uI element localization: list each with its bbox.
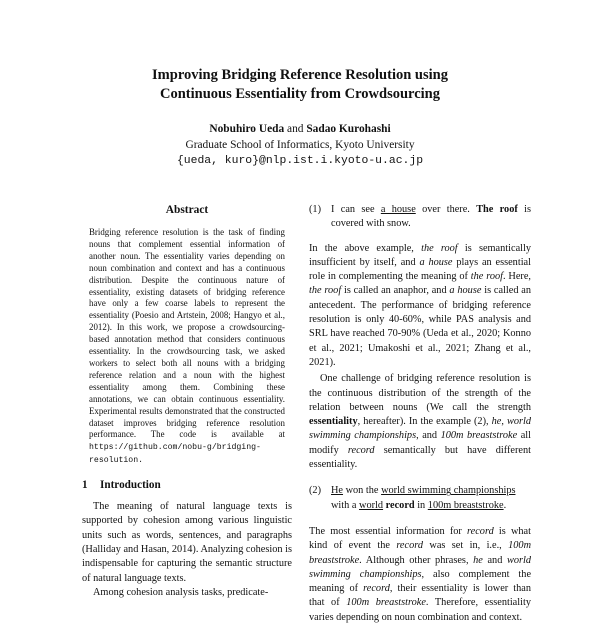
- abstract-heading: Abstract: [165, 204, 209, 216]
- author-and: and: [287, 123, 304, 135]
- example-1: [309, 203, 531, 232]
- section-heading-introduction: [82, 478, 292, 492]
- affiliation: Graduate School of Informatics, Kyoto University: [185, 139, 415, 151]
- example-2-line-2: with a world record in 100m breaststroke.: [331, 499, 507, 511]
- code-url[interactable]: https://github.com/nobu-g/bridging-resolution.: [89, 443, 261, 466]
- section-number: 1: [82, 479, 88, 492]
- intro-paragraph-1: The meaning of natural language texts is supported by cohesion among various linguistic units such as words, sentences, and paragraphs (Halliday and Hasan, 2014). Analyzing cohesion is indispensable for capturing the semantic structure of natural language texts.: [82, 501, 292, 584]
- example-2: [309, 484, 531, 513]
- example-1-text: I can see a house over there. The roof is covered with snow.: [331, 204, 531, 230]
- title-line-1: Improving Bridging Reference Resolution using: [152, 67, 448, 83]
- underlined-phrase: a house: [380, 204, 416, 215]
- example-2-line-1: (2) He won the world swimming championships: [309, 484, 531, 498]
- author-email: {ueda, kuro}@nlp.ist.i.kyoto-u.ac.jp: [176, 155, 424, 167]
- example-label: (2): [309, 485, 322, 497]
- right-paragraph-1: In the above example, the roof is semantically insufficient by itself, and a house plays an essential role in complementing the meaning of the roof. Here, the roof is called an anaphor, and a house is called an antecedent. The performance of bridging reference resolution is only 40-60%, while PAS analysis and SRL have reached 70-90% (Ueda et al., 2020; Konno et al., 2021; Umakoshi et al., 2021; Zhang et al., 2021).: [309, 242, 532, 368]
- paper-title: [60, 66, 540, 104]
- intro-paragraph-2: Among cohesion analysis tasks, predicate-: [93, 586, 269, 598]
- author-1: Nobuhiro Ueda: [209, 123, 285, 135]
- author-block: [60, 121, 540, 169]
- author-names: [60, 121, 540, 137]
- abstract: [82, 203, 292, 467]
- section-title: Introduction: [100, 479, 161, 492]
- title-line-2: Continuous Essentiality from Crowdsourcing: [160, 86, 440, 102]
- right-paragraph-2: One challenge of bridging reference resolution is the continuous distribution of the strength of the relation between nouns (We call the strength essentiality, hereafter). In the example (2), he, world swimming championships, and 100m breaststroke all modify record semantically but have different essentiality.: [309, 373, 532, 471]
- author-2: Sadao Kurohashi: [306, 123, 391, 135]
- bold-phrase: The roof: [476, 204, 518, 215]
- example-label: (1): [309, 204, 322, 215]
- left-column: [82, 203, 292, 600]
- right-paragraph-3: The most essential information for record is what kind of event the record was set in, i.e., 100m breaststroke. Although other phrases, he and world swimming championships, also complement the meaning of record, their essentiality is lower than that of 100m breaststroke. Therefore, essentiality varies depending on noun combination and context.: [309, 525, 532, 623]
- abstract-text: [89, 227, 285, 467]
- abstract-body: Bridging reference resolution is the task of finding nouns that complement essential information of another noun. The essentiality varies depending on noun combination and context and has a continuous distribution. Despite the continuous nature of essentiality, existing datasets of bridging reference have only a few coarse labels to represent the essentiality (Poesio and Artstein, 2008; Hangyo et al., 2012). In this work, we propose a crowdsourcing-based annotation method that considers continuous essentiality. In the crowdsourcing task, we asked workers to select both all nouns with a bridging reference relation and a noun with the highest essentiality among them. Combining these annotations, we can obtain continuous essentiality. Experimental results demonstrated that the constructed dataset improves bridging reference resolution performance. The code is available at: [89, 227, 285, 440]
- right-column: [309, 203, 531, 625]
